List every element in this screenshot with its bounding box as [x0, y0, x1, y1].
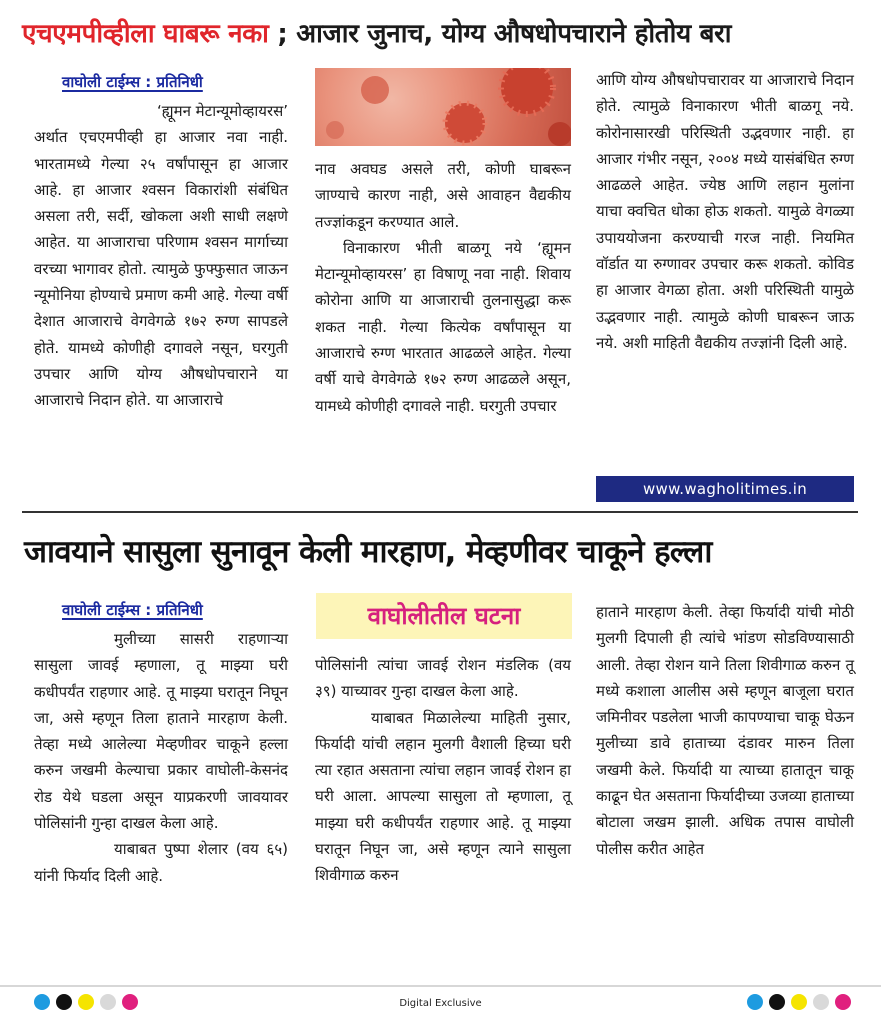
article1-byline: वाघोली टाईम्स : प्रतिनिधी: [62, 73, 203, 91]
article2-column-2-para-1: पोलिसांनी त्यांचा जावई रोशन मंडलिक (वय ३९) याच्यावर गुन्हा दाखल केला आहे.: [315, 656, 571, 701]
print-registration-dots-right: [747, 994, 851, 1010]
yellow-dot-icon: [78, 994, 94, 1010]
magenta-dot-icon: [122, 994, 138, 1010]
article1-column-3: [596, 67, 854, 356]
article1-column-2-para-2: विनाकारण भीती बाळगू नये ‘ह्यूमन मेटान्यूमोव्हायरस’ हा विषाणू नवा नाही. शिवाय कोरोना आणि या आजाराची तुलनासुद्धा करू शकत नाही. गेल्या कित्येक वर्षांपासून या आजाराचे रुग्ण भारतात आढळले आहेत. गेल्या वर्षी याचे वेगवेगळे १७२ रुग्ण आढळले असून, यामध्ये कोणीही दगावले नाही. घरगुती उपचार: [315, 238, 571, 415]
article2-column-1-para-2: याबाबत पुष्पा शेलार (वय ६५) यांनी फिर्याद दिली आहे.: [34, 840, 288, 885]
article2-column-1-para-1: मुलीच्या सासरी राहणाऱ्या सासुला जावई म्हणाला, तू माझ्या घरी कधीपर्यंत राहणार आहे. तू माझ्या घरातून निघून जा, असे म्हणून तिला हाताने मारहाण केली. तेव्हा मध्ये आलेल्या मेव्हणीवर चाकूने हल्ला करुन जखमी केल्याचा प्रकार वाघोली-केसनंद रोड येथे घडला असून याप्रकरणी जावयावर पोलिसांनी गुन्हा दाखल केला आहे.: [34, 630, 288, 833]
article2-column-3-text: हाताने मारहाण केली. तेव्हा फिर्यादी यांची मोठी मुलगी दिपाली ही त्यांचे भांडण सोडविण्यासाठी आली. तेव्हा रोशन याने तिला शिवीगाळ करुन तू मध्ये कशाला आलीस असे म्हणून बाजूला घरात जमिनीवर पडलेला भाजी कापण्याचा चाकू घेऊन मुलीच्या डावे हाताच्या दंडावर मारुन तिला जखमी केले. फिर्यादी या त्याच्या हातातून चाकू काढून घेत असताना फिर्यादीच्या उजव्या हाताच्या बोटाला जखम झाली. अधिक तपास वाघोली पोलीस करीत आहेत: [596, 603, 854, 858]
section-tag: वाघोलीतील घटना: [316, 593, 572, 639]
article1-headline-highlight: एचएमपीव्हीला घाबरू नका: [22, 19, 269, 49]
article2-byline: वाघोली टाईम्स : प्रतिनिधी: [62, 601, 203, 619]
website-link[interactable]: www.wagholitimes.in: [596, 476, 854, 502]
virus-illustration-icon: [315, 68, 571, 146]
article1-column-1: [34, 98, 288, 414]
yellow-dot-icon: [791, 994, 807, 1010]
magenta-dot-icon: [835, 994, 851, 1010]
article1-headline: [22, 14, 862, 62]
article1-column-1-text: अर्थात एचएमपीव्ही हा आजार नवा नाही. भारतामध्ये गेल्या २५ वर्षांपासून हा आजार आहे. हा आजार श्वसन विकारांशी संबंधित असला तरी, सर्दी, खोकला अशी साधी लक्षणे आहेत. या आजाराचा परिणाम श्वसन मार्गाच्या वरच्या भागावर होतो. त्यामुळे फुफ्फुसात जाऊन न्यूमोनिया होण्याचे प्रमाण कमी आहे. गेल्या वर्षी देशात आजाराचे वेगवेगळे १७२ रुग्ण सापडले होते. यामध्ये कोणीही दगावले नसून, घरगुती उपचार आणि योग्य औषधोपचाराने या आजाराचे निदान होते. या आजाराचे: [34, 128, 288, 410]
grey-dot-icon: [100, 994, 116, 1010]
black-dot-icon: [769, 994, 785, 1010]
black-dot-icon: [56, 994, 72, 1010]
article2-column-2: [315, 652, 571, 889]
cyan-dot-icon: [34, 994, 50, 1010]
cyan-dot-icon: [747, 994, 763, 1010]
article2-column-1: [34, 626, 288, 889]
grey-dot-icon: [813, 994, 829, 1010]
article1-column-2-para-1: नाव अवघड असले तरी, कोणी घाबरून जाण्याचे कारण नाही, असे आवाहन वैद्यकीय तज्ज्ञांकडून करण्यात आले.: [315, 160, 571, 231]
article1-lead-phrase: ‘ह्यूमन मेटान्यूमोव्हायरस’: [157, 102, 288, 120]
article2-column-2-para-2: याबाबत मिळालेल्या माहिती नुसार, फिर्यादी यांची लहान मुलगी वैशाली हिच्या घरी त्या रहात असताना त्यांचा लहान जावई रोशन हा घरी आला. आपल्या सासुला तो म्हणाला, तू माझ्या घरी कधीपर्यंत राहणार आहे. तू माझ्या घरातून निघून जा, असे म्हणून त्याने सासुला शिवीगाळ करुन: [315, 708, 571, 885]
footer-label: Digital Exclusive: [399, 998, 482, 1009]
article1-column-3-text: आणि योग्य औषधोपचारावर या आजाराचे निदान होते. त्यामुळे विनाकारण भीती बाळगू नये. कोरोनासारखी परिस्थिती उद्भवणार नाही. हा आजार गंभीर नसून, २००४ मध्ये यासंबंधित रुग्ण आढळले आहेत. ज्येष्ठ आणि लहान मुलांना याचा क्वचित धोका होऊ शकतो. यामुळे वेगळ्या उपाययोजना करण्याची गरज नाही. नियमित वॉर्डात या रुग्णावर उपचार करू शकतो. कोविड हा आजार वेगळा होता. अशी परिस्थिती यामुळे उद्भवणार नाही. त्यामुळे कोणी घाबरून जाऊ नये. अशी माहिती वैद्यकीय तज्ज्ञांनी दिली आहे.: [596, 71, 854, 352]
article2-headline: जावयाने सासुला सुनावून केली मारहाण, मेव्हणीवर चाकूने हल्ला: [24, 534, 712, 570]
section-divider: [22, 511, 858, 513]
article1-headline-rest: ; आजार जुनाच, योग्य औषधोपचाराने होतोय बरा: [268, 19, 732, 49]
print-registration-dots-left: [34, 994, 138, 1010]
article1-column-2: [315, 156, 571, 419]
virus-photo: [315, 68, 571, 146]
article2-column-3: [596, 599, 854, 862]
footer-rule: [0, 985, 881, 987]
